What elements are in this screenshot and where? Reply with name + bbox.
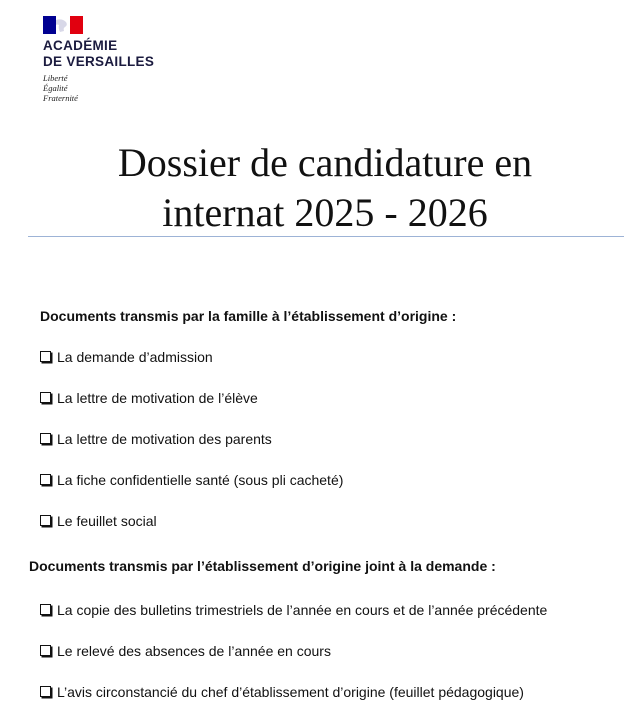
title-divider	[28, 236, 624, 237]
marianne-flag-icon	[43, 16, 83, 34]
checkbox-icon[interactable]	[40, 604, 51, 615]
checklist-item[interactable]	[40, 642, 331, 660]
checkbox-icon[interactable]	[40, 515, 51, 526]
checklist-item-label: La lettre de motivation des parents	[57, 431, 272, 447]
motto-liberte: Liberté	[43, 73, 68, 83]
academie-logo	[43, 16, 183, 103]
checklist-item-label: La lettre de motivation de l’élève	[57, 390, 258, 406]
checklist-item[interactable]	[40, 430, 272, 448]
section-heading-etablissement: Documents transmis par l’établissement d’origine joint à la demande :	[29, 558, 496, 574]
document-title	[0, 138, 640, 238]
checkbox-icon[interactable]	[40, 645, 51, 656]
checkbox-icon[interactable]	[40, 351, 51, 362]
checklist-item[interactable]	[40, 512, 157, 530]
motto-fraternite: Fraternité	[43, 93, 78, 103]
checklist-item-label: Le feuillet social	[57, 513, 157, 529]
academie-name-line2: DE VERSAILLES	[43, 54, 155, 69]
document-title-line2: internat 2025 - 2026	[162, 190, 488, 235]
checklist-item[interactable]	[40, 348, 213, 366]
checklist-item[interactable]	[40, 683, 524, 701]
checkbox-icon[interactable]	[40, 433, 51, 444]
motto-egalite: Égalité	[43, 83, 68, 93]
republic-motto	[43, 73, 183, 103]
academie-name-line1: ACADÉMIE	[43, 38, 118, 53]
checkbox-icon[interactable]	[40, 392, 51, 403]
checklist-item-label: Le relevé des absences de l’année en cours	[57, 643, 331, 659]
academie-name	[43, 38, 183, 70]
checkbox-icon[interactable]	[40, 474, 51, 485]
checklist-item[interactable]	[40, 601, 547, 619]
checkbox-icon[interactable]	[40, 686, 51, 697]
checklist-item[interactable]	[40, 471, 343, 489]
checklist-item[interactable]	[40, 389, 258, 407]
checklist-item-label: L’avis circonstancié du chef d’établissement d’origine (feuillet pédagogique)	[57, 684, 524, 700]
checklist-item-label: La copie des bulletins trimestriels de l’année en cours et de l’année précédente	[57, 602, 548, 618]
document-title-line1: Dossier de candidature en	[117, 140, 533, 185]
checklist-item-label: La demande d’admission	[57, 349, 213, 365]
section-heading-famille: Documents transmis par la famille à l’établissement d’origine :	[40, 308, 457, 324]
checklist-item-label: La fiche confidentielle santé (sous pli cacheté)	[57, 472, 344, 488]
